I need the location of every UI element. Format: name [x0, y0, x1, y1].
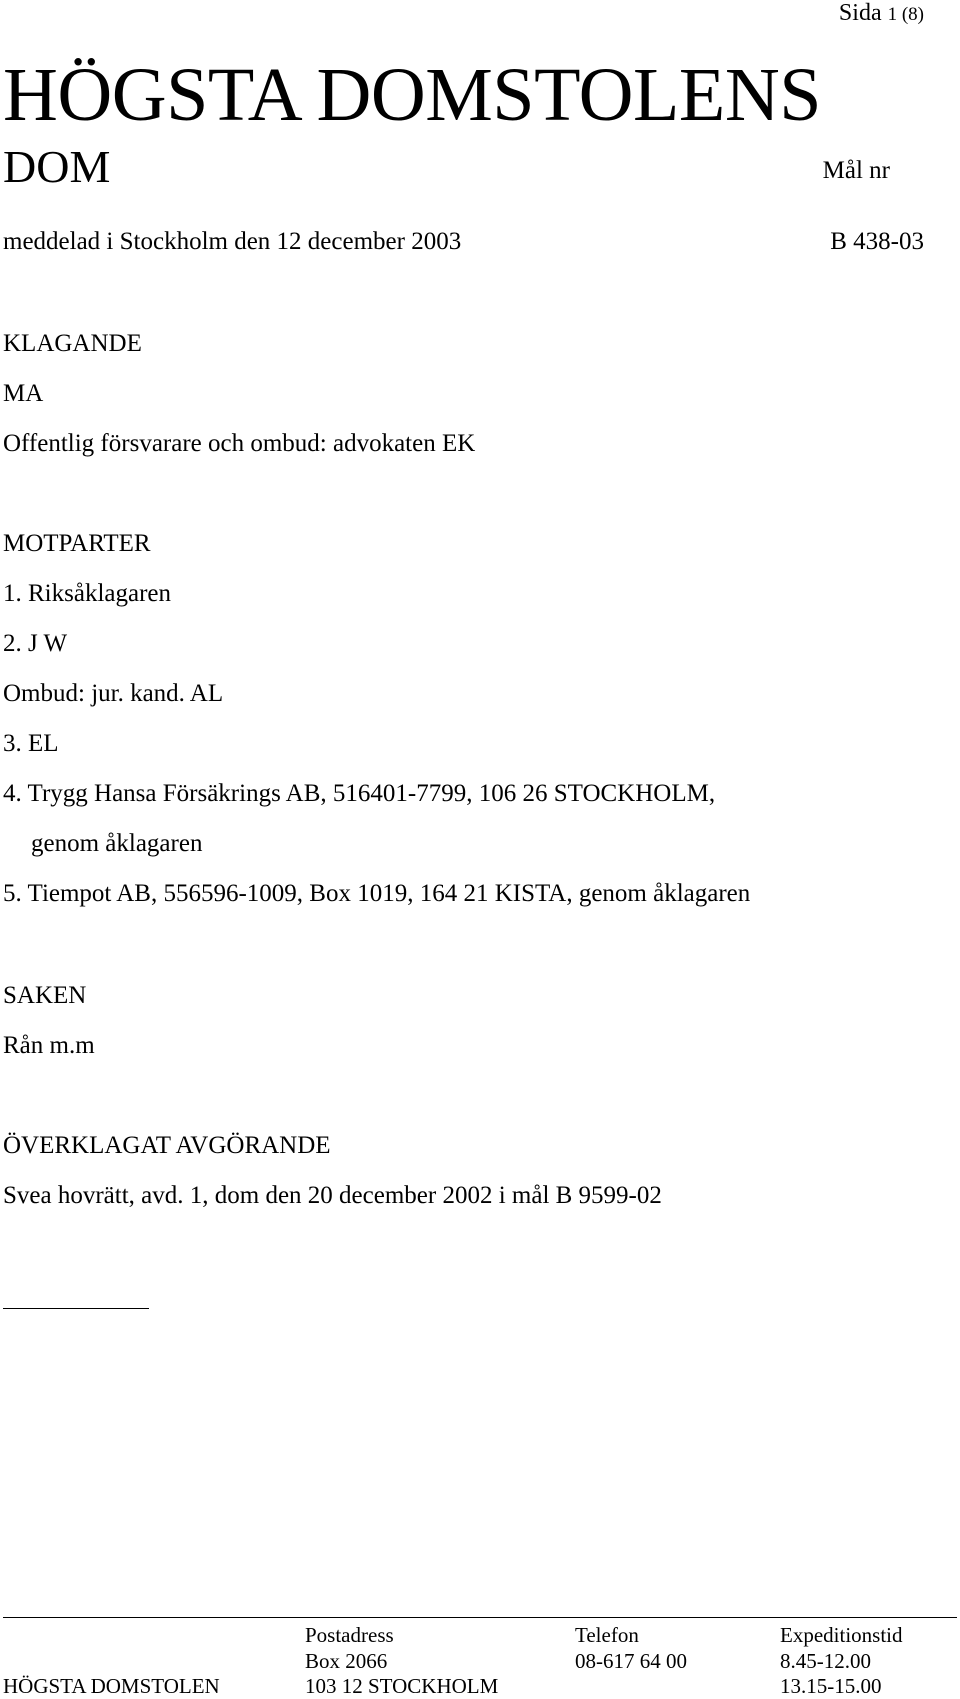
respondent-item: 5. Tiempot AB, 556596-1009, Box 1019, 164 21 KISTA, genom åklagaren	[3, 880, 751, 907]
respondent-item: Ombud: jur. kand. AL	[3, 680, 224, 707]
respondent-item: 4. Trygg Hansa Försäkrings AB, 516401-7799, 106 26 STOCKHOLM,	[3, 780, 716, 807]
respondent-item: 3. EL	[3, 730, 59, 757]
respondent-item-continuation: genom åklagaren	[31, 830, 203, 857]
footer-phone: 08-617 64 00	[575, 1649, 687, 1673]
signature-rule	[3, 1308, 149, 1309]
issued-date-line: meddelad i Stockholm den 12 december 2003	[3, 228, 462, 255]
footer-hours-line2: 13.15-15.00	[780, 1674, 882, 1698]
footer-org-name: HÖGSTA DOMSTOLEN	[3, 1674, 220, 1698]
page-number-value: 1 (8)	[887, 4, 924, 25]
appealed-decision-heading: ÖVERKLAGAT AVGÖRANDE	[3, 1132, 331, 1159]
document-type: DOM	[3, 141, 111, 192]
appealed-decision-text: Svea hovrätt, avd. 1, dom den 20 december 2002 i mål B 9599-02	[3, 1182, 662, 1209]
respondents-heading: MOTPARTER	[3, 530, 151, 557]
page-number	[839, 0, 924, 27]
footer-hours-line1: 8.45-12.00	[780, 1649, 871, 1673]
court-name: HÖGSTA DOMSTOLENS	[3, 53, 821, 137]
footer-postal-heading: Postadress	[305, 1623, 394, 1647]
appellant-name: MA	[3, 380, 44, 407]
matter-text: Rån m.m	[3, 1032, 95, 1059]
respondent-item: 1. Riksåklagaren	[3, 580, 172, 607]
appellant-counsel: Offentlig försvarare och ombud: advokaten EK	[3, 430, 476, 457]
footer-postal-line2: 103 12 STOCKHOLM	[305, 1674, 499, 1698]
footer-phone-heading: Telefon	[575, 1623, 639, 1647]
footer-postal-line1: Box 2066	[305, 1649, 388, 1673]
case-number-label: Mål nr	[822, 157, 890, 184]
appellant-heading: KLAGANDE	[3, 330, 142, 357]
matter-heading: SAKEN	[3, 982, 87, 1009]
footer-hours-heading: Expeditionstid	[780, 1623, 903, 1647]
footer-divider	[3, 1617, 957, 1618]
respondent-item: 2. J W	[3, 630, 68, 657]
case-number: B 438-03	[830, 228, 924, 255]
page-number-label: Sida	[838, 0, 882, 26]
